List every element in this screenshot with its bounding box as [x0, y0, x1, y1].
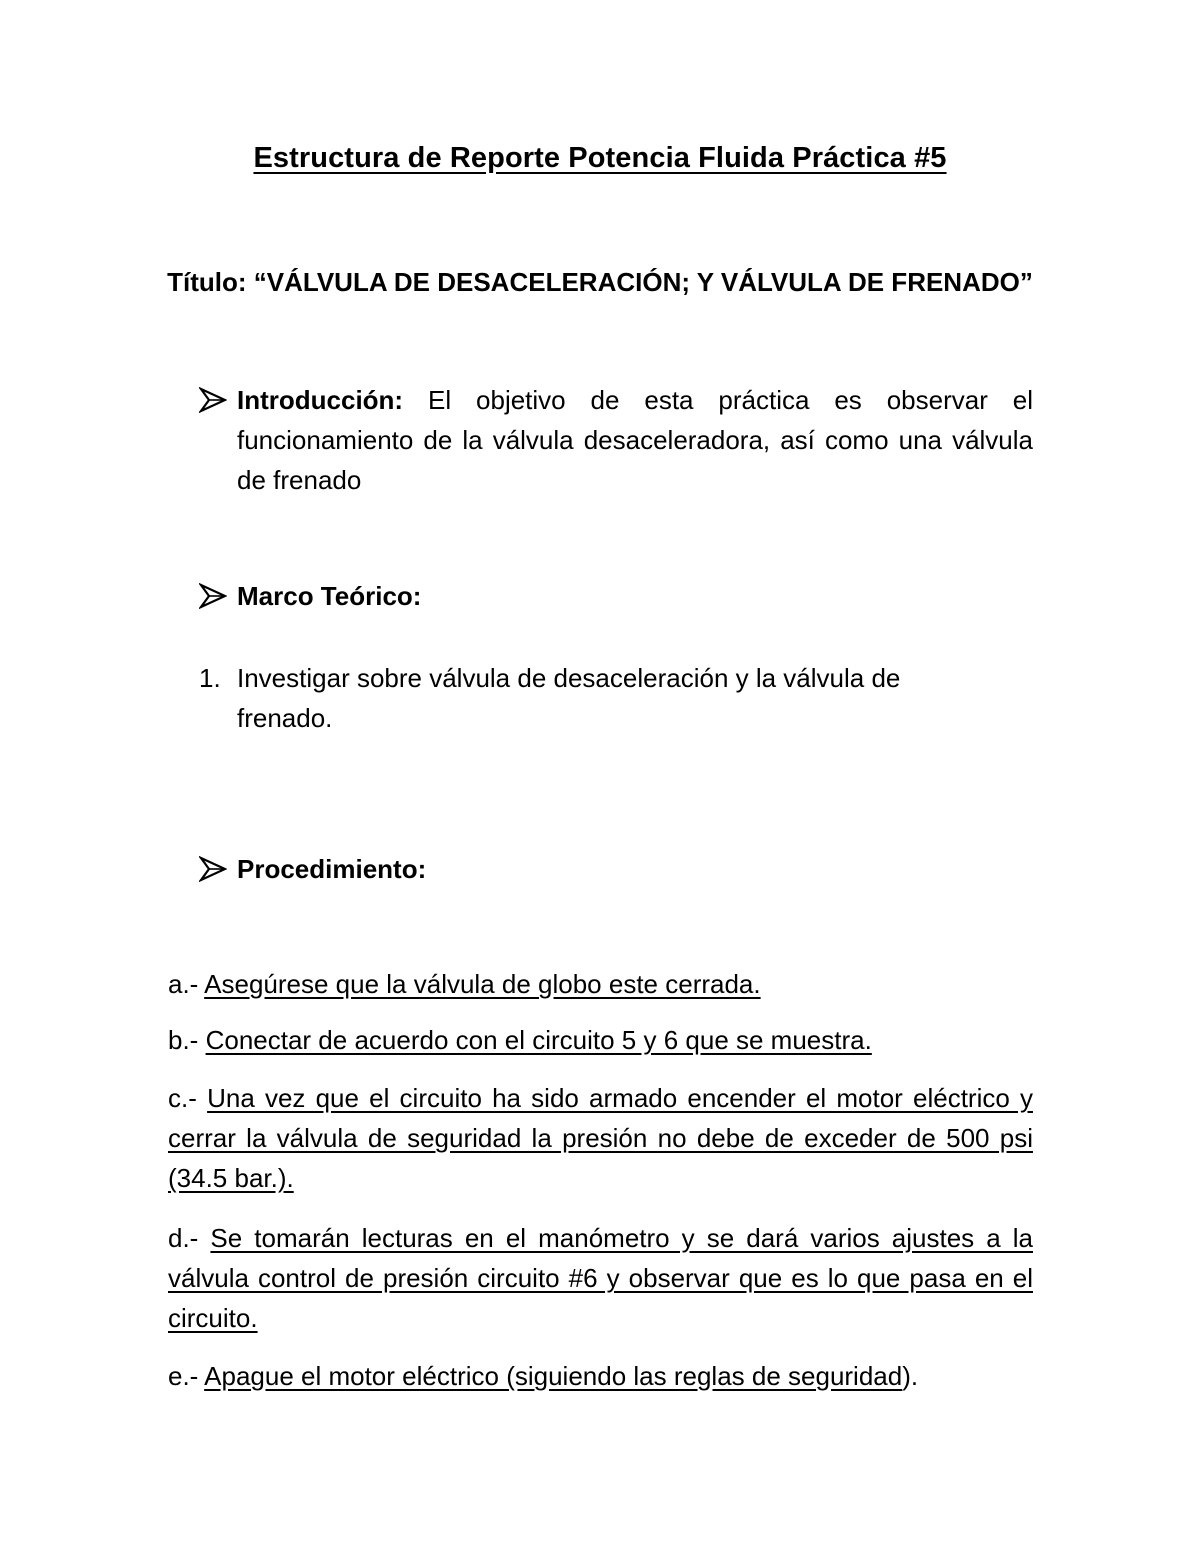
arrow-bullet-icon [199, 856, 227, 882]
step-text: Asegúrese que la válvula de globo este cerrada. [204, 969, 761, 999]
list-item: Investigar sobre válvula de desaceleración y la válvula de frenado. [237, 663, 901, 733]
step-text: Se tomarán lecturas en el manómetro y se dará varios ajustes a la válvula control de presión circuito #6 y observar que es lo que pasa en el circuito. [168, 1223, 1033, 1333]
step-suffix: ). [902, 1361, 919, 1391]
section-marco-teorico [237, 576, 1033, 616]
procedure-step-c [168, 1078, 1033, 1198]
step-marker: a.- [168, 969, 199, 999]
section-label-marco-teorico: Marco Teórico: [237, 581, 422, 611]
document-subtitle: Título: “VÁLVULA DE DESACELERACIÓN; Y VÁLVULA DE FRENADO” [167, 267, 1033, 297]
document-title: Estructura de Reporte Potencia Fluida Práctica #5 [253, 142, 947, 174]
section-label-introduccion: Introducción: [237, 385, 404, 415]
step-marker: c.- [168, 1083, 197, 1113]
procedure-step-d [168, 1218, 1033, 1338]
step-marker: e.- [168, 1361, 199, 1391]
arrow-bullet-icon [199, 583, 227, 609]
procedure-step-a [168, 964, 1033, 1004]
procedure-step-b [168, 1020, 1033, 1060]
step-text: Apague el motor eléctrico (siguiendo las reglas de seguridad [204, 1361, 903, 1391]
section-text-introduccion: El objetivo de esta práctica es observar el funcionamiento de la válvula desaceleradora, así como una válvula de frenado [237, 385, 1033, 495]
procedure-step-e [168, 1356, 1033, 1396]
step-text: Una vez que el circuito ha sido armado encender el motor eléctrico y cerrar la válvula de seguridad la presión no debe de exceder de 500 psi (34.5 bar.). [168, 1083, 1033, 1193]
step-marker: b.- [168, 1025, 199, 1055]
list-item-marker: 1. [199, 663, 221, 693]
section-procedimiento [237, 849, 1033, 889]
arrow-bullet-icon [199, 387, 227, 413]
step-text: Conectar de acuerdo con el circuito 5 y 6 que se muestra. [205, 1025, 872, 1055]
section-introduccion [237, 380, 1033, 500]
section-label-procedimiento: Procedimiento: [237, 854, 427, 884]
step-marker: d.- [168, 1223, 199, 1253]
